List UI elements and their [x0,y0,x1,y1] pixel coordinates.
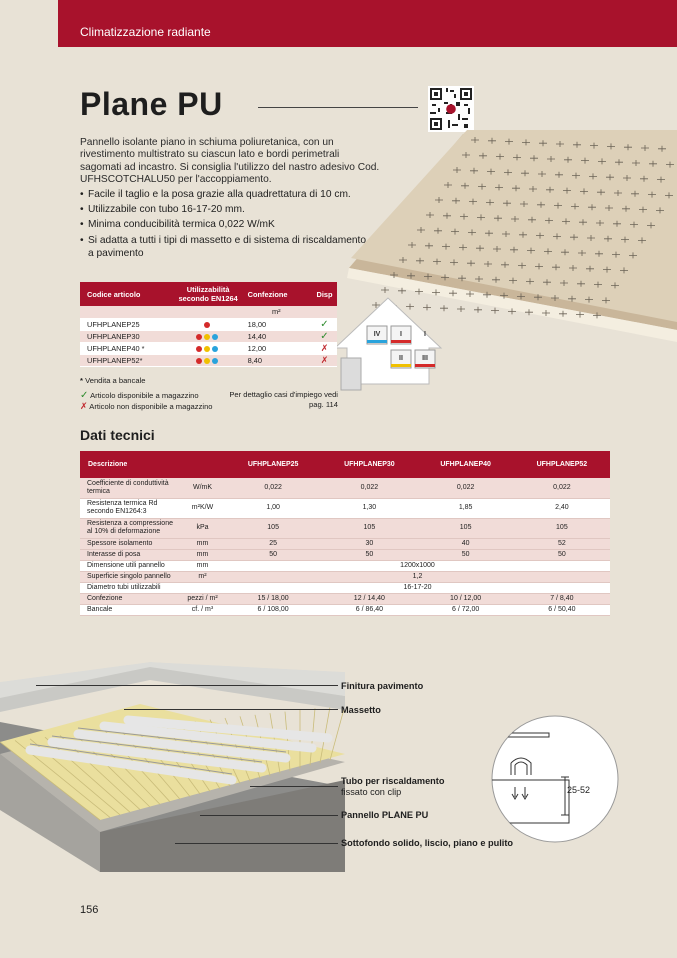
spec-unit: mm [180,549,225,560]
spec-value: 105 [321,518,417,538]
spec-value: 105 [418,518,514,538]
spec-description: Resistenza a compressione al 10% di deformazione [80,518,180,538]
table-row [80,330,337,342]
col-header: Descrizione [80,451,225,478]
page-title: Plane PU [80,86,223,122]
col-header: UFHPLANEP30 [321,451,417,478]
table-row [80,342,337,354]
table-row [80,518,610,538]
usage-dots [169,354,241,366]
leader-line [200,815,338,816]
spec-unit [180,582,225,593]
spec-value: 10 / 12,00 [418,593,514,604]
tech-heading: Dati tecnici [80,427,155,443]
table-row [80,498,610,518]
qr-code-icon[interactable] [428,86,474,132]
col-header: UFHPLANEP52 [514,451,610,478]
spec-value: 6 / 86,40 [321,604,417,615]
spec-value: 2,40 [514,498,610,518]
spec-unit: pezzi / m² [180,593,225,604]
leader-line [36,685,338,686]
diagram-label: IV [373,331,381,338]
spec-value: 1200x1000 [225,560,610,571]
spec-value: 6 / 50,40 [514,604,610,615]
layer-label-panel: Pannello PLANE PU [341,810,429,820]
pack-size: 18,00 [241,318,305,330]
feature-item: • Minima conducibilità termica 0,022 W/mK [80,218,370,231]
spec-value: 16-17-20 [225,582,610,593]
usage-dot-icon [212,334,218,340]
title-divider [258,107,418,108]
leader-line [250,786,338,787]
usage-reference: Per dettaglio casi d'impiego vedi pag. 114 [229,390,338,409]
usage-dot-icon [196,334,202,340]
floor-section-image [0,662,345,872]
spec-value: 15 / 18,00 [225,593,321,604]
pack-size: 8,40 [241,354,305,366]
spec-value: 105 [225,518,321,538]
spec-value: 6 / 72,00 [418,604,514,615]
spec-value: 0,022 [418,478,514,498]
layer-label-finish: Finitura pavimento [341,681,424,691]
product-table [80,282,337,367]
col-header: Disp [305,282,337,306]
table-row [80,571,610,582]
col-header: Codice articolo [80,282,169,306]
table-row [80,604,610,615]
leader-line [175,843,338,844]
table-row [80,560,610,571]
spec-value: 7 / 8,40 [514,593,610,604]
spec-value: 1,00 [225,498,321,518]
availability-icon: ✗ [305,354,337,366]
spec-value: 25 [225,538,321,549]
diagram-label: II [399,355,403,362]
thickness-dimension: 25-52 [567,785,591,795]
usage-dot-icon [204,322,210,328]
table-row [80,318,337,330]
spec-value: 50 [418,549,514,560]
layer-label-pipe: Tubo per riscaldamento fissato con clip [341,776,445,797]
table-row [80,478,610,498]
col-header: UFHPLANEP40 [418,451,514,478]
feature-item: • Facile il taglio e la posa grazie alla quadrettatura di 10 cm. [80,188,370,201]
spec-value: 1,30 [321,498,417,518]
spec-value: 30 [321,538,417,549]
spec-value: 0,022 [225,478,321,498]
spec-description: Confezione [80,593,180,604]
section-title: Climatizzazione radiante [80,25,211,39]
diagram-label: I [400,331,402,338]
feature-item: • Si adatta a tutti i tipi di massetto e di sistema di riscaldamento a pavimento [80,234,370,260]
layer-label-screed: Massetto [341,705,381,715]
diagram-label: I [424,331,426,338]
spec-description: Diametro tubi utilizzabili [80,582,180,593]
spec-value: 52 [514,538,610,549]
spec-unit: mm [180,560,225,571]
legend-available: ✓ Articolo disponibile a magazzino [80,390,199,401]
spec-value: 50 [514,549,610,560]
usage-dots [169,318,241,330]
feature-item: • Utilizzabile con tubo 16-17-20 mm. [80,203,370,216]
availability-icon: ✓ [305,318,337,330]
usage-dots [169,330,241,342]
usage-dot-icon [212,358,218,364]
col-header: Utilizzabilità secondo EN1264 [169,282,241,306]
legend-note: * Vendita a bancale [80,376,146,385]
usage-dot-icon [212,346,218,352]
spec-unit: cf. / m³ [180,604,225,615]
spec-description: Spessore isolamento [80,538,180,549]
usage-dot-icon [204,346,210,352]
section-header-bar [58,0,677,47]
leader-line [124,709,338,710]
product-code: UFHPLANEP52* [80,354,169,366]
spec-unit: mm [180,538,225,549]
usage-dot-icon [196,346,202,352]
spec-value: 105 [514,518,610,538]
table-row [80,593,610,604]
spec-unit: W/mK [180,478,225,498]
table-row [80,582,610,593]
pack-size: 12,00 [241,342,305,354]
usage-dot-icon [204,358,210,364]
spec-description: Bancale [80,604,180,615]
spec-value: 0,022 [514,478,610,498]
spec-description: Coefficiente di conduttività termica [80,478,180,498]
spec-description: Interasse di posa [80,549,180,560]
pack-size: 14,40 [241,330,305,342]
spec-description: Resistenza termica Rd secondo EN1264:3 [80,498,180,518]
cross-icon: ✗ [80,401,88,411]
spec-value: 12 / 14,40 [321,593,417,604]
unit-label: m² [241,306,305,318]
pipe-clip-detail [491,715,619,843]
legend [80,375,213,412]
spec-value: 0,022 [321,478,417,498]
spec-value: 40 [418,538,514,549]
check-icon: ✓ [80,390,89,401]
diagram-label: III [422,355,428,362]
col-header: Confezione [241,282,305,306]
tech-table [80,451,610,616]
usage-dot-icon [196,358,202,364]
product-code: UFHPLANEP30 [80,330,169,342]
spec-description: Dimensione utili pannello [80,560,180,571]
table-row [80,538,610,549]
spec-unit: m²K/W [180,498,225,518]
spec-description: Superficie singolo pannello [80,571,180,582]
spec-value: 50 [321,549,417,560]
usage-dots [169,342,241,354]
product-code: UFHPLANEP40 * [80,342,169,354]
spec-unit: kPa [180,518,225,538]
feature-list [80,188,370,262]
product-description: Pannello isolante piano in schiuma poliuretanica, con un rivestimento multistrato su ciascun lato e bordi perimetrali sagomati ad incastro. Si consiglia l'utilizzo del nastro adesivo Cod. UFHSCOTCHALU50 per l'accoppiamento. [80,137,380,186]
legend-unavailable: ✗ Articolo non disponibile a magazzino [80,401,213,411]
page-number: 156 [80,904,99,916]
spec-value: 1,2 [225,571,610,582]
availability-icon: ✗ [305,342,337,354]
col-header: UFHPLANEP25 [225,451,321,478]
spec-unit: m² [180,571,225,582]
spec-value: 50 [225,549,321,560]
availability-icon: ✓ [305,330,337,342]
usage-dot-icon [204,334,210,340]
application-diagram [333,296,443,396]
spec-value: 6 / 108,00 [225,604,321,615]
spec-value: 1,85 [418,498,514,518]
product-code: UFHPLANEP25 [80,318,169,330]
layer-label-base: Sottofondo solido, liscio, piano e pulito [341,838,513,848]
table-row [80,549,610,560]
table-row [80,354,337,366]
